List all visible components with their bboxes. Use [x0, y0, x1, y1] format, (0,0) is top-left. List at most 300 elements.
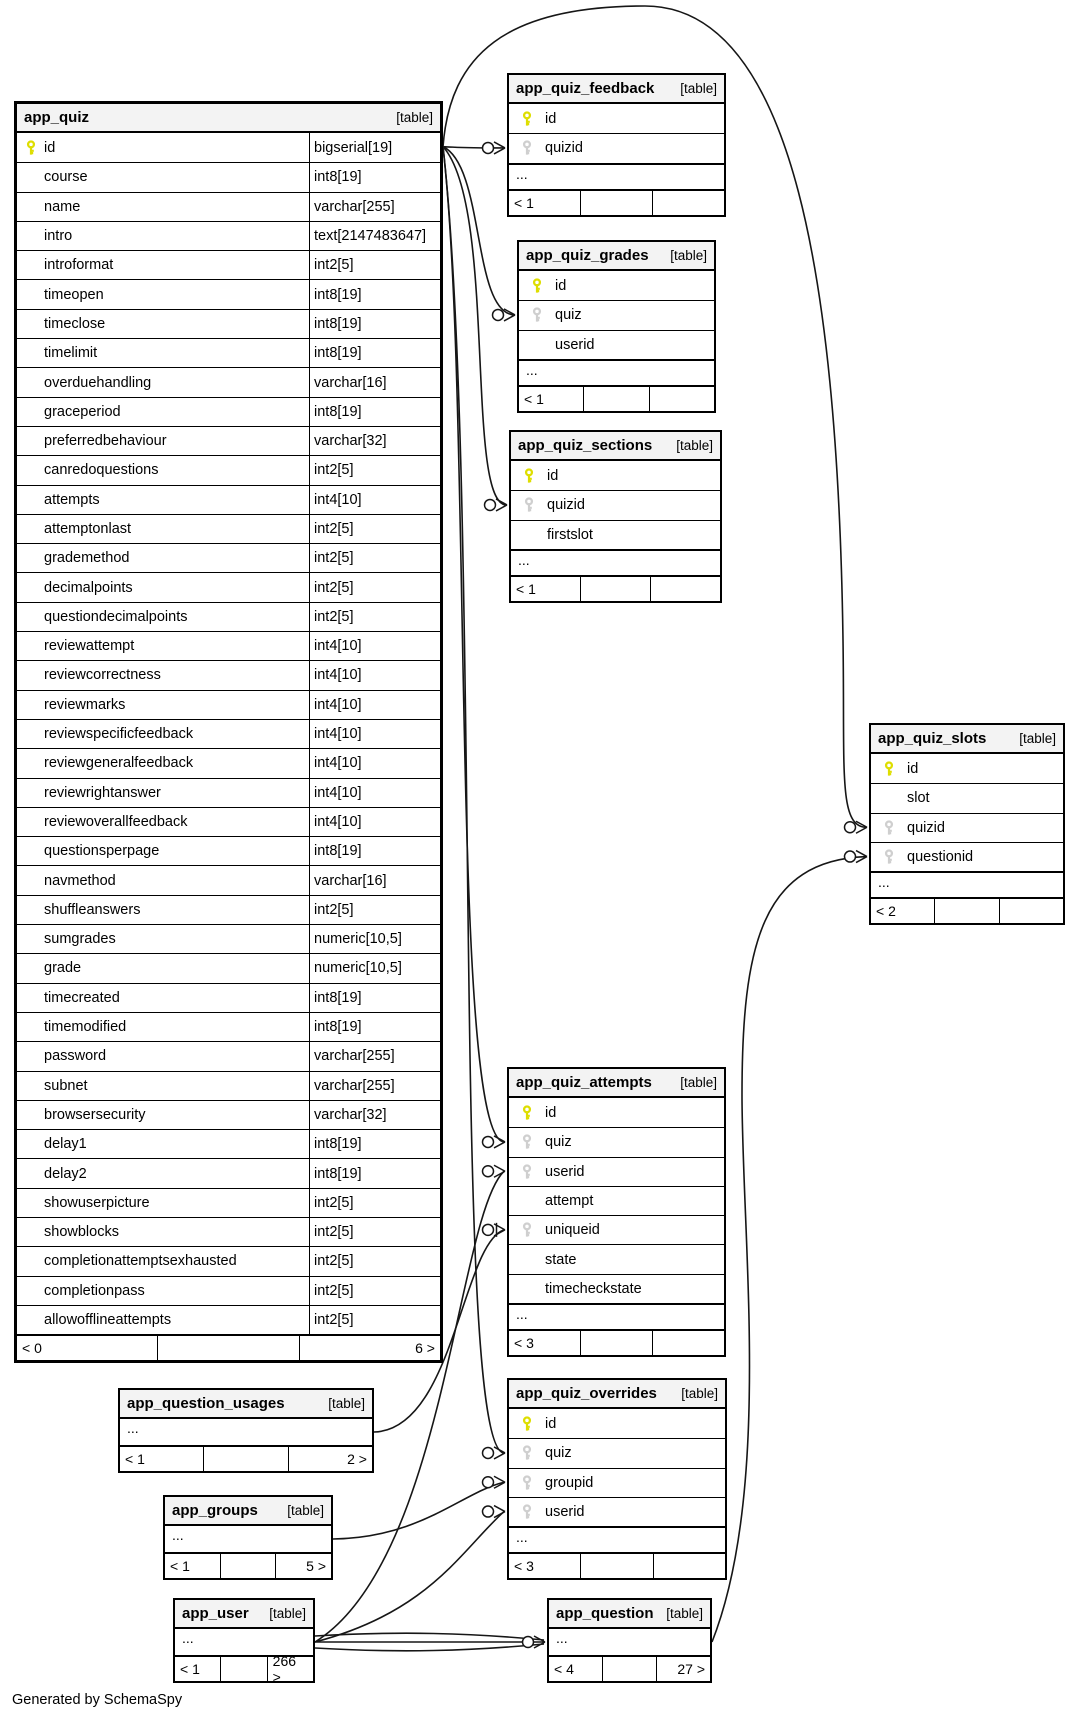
- more-columns-ellipsis: ...: [172, 1527, 184, 1543]
- column-row-id: [871, 754, 1063, 783]
- column-row-name: [17, 192, 440, 221]
- column-row-uniqueid: [509, 1215, 724, 1244]
- column-type: int2[5]: [309, 1218, 440, 1246]
- footer-parents-count: [649, 387, 714, 411]
- column-row-attempts: [17, 485, 440, 514]
- table-tag: [table]: [328, 1396, 365, 1411]
- column-name: id: [547, 467, 559, 484]
- column-row-quizid: [509, 133, 724, 162]
- table-tag: [table]: [1019, 731, 1056, 746]
- more-columns-ellipsis: ...: [871, 871, 1063, 897]
- column-row-intro: [17, 221, 440, 250]
- column-name: timeopen: [44, 286, 104, 303]
- table-name: app_question: [556, 1605, 654, 1622]
- column-name: showuserpicture: [44, 1194, 150, 1211]
- column-row-id: [509, 1409, 725, 1438]
- footer-children-count: < 3: [514, 1335, 534, 1352]
- column-name: canredoquestions: [44, 462, 159, 479]
- zero-circle-marker: [485, 499, 496, 510]
- foreign-key-icon: [509, 1475, 545, 1491]
- column-name: userid: [545, 1163, 585, 1180]
- table-header[interactable]: [165, 1497, 331, 1526]
- column-row-attemptonlast: [17, 514, 440, 543]
- edge-app_quiz.id-to-app_quiz_feedback.quizid: [443, 147, 504, 148]
- column-name: timeclose: [44, 315, 106, 332]
- column-type: numeric[10,5]: [309, 954, 440, 982]
- table-app_quiz_grades[interactable]: [517, 240, 716, 413]
- column-name: quizid: [547, 497, 585, 514]
- column-name: graceperiod: [44, 403, 121, 420]
- table-header[interactable]: [17, 104, 440, 133]
- footer-mid-cell: [580, 1554, 652, 1578]
- column-name: id: [545, 110, 557, 127]
- column-name: firstslot: [547, 526, 593, 543]
- column-type: int4[10]: [309, 720, 440, 748]
- footer-parents-count: [650, 577, 720, 601]
- column-name: quizid: [907, 819, 945, 836]
- primary-key-icon: [17, 140, 44, 156]
- column-type: int8[19]: [309, 837, 440, 865]
- column-row-firstslot: [511, 520, 720, 549]
- footer-parents-count: 6 >: [299, 1336, 440, 1360]
- column-name: browsersecurity: [44, 1106, 146, 1123]
- primary-key-icon: [511, 468, 547, 484]
- column-row-questiondecimalpoints: [17, 602, 440, 631]
- column-name: allowofflineattempts: [44, 1312, 172, 1329]
- column-type: int2[5]: [309, 1189, 440, 1217]
- footer-children-count: < 1: [514, 194, 534, 211]
- more-columns-ellipsis: ...: [127, 1420, 139, 1436]
- foreign-key-icon: [511, 497, 547, 513]
- footer-parents-count: 5 >: [275, 1554, 331, 1578]
- column-name: reviewmarks: [44, 696, 126, 713]
- zero-circle-marker: [523, 1637, 534, 1648]
- column-name: groupid: [545, 1474, 594, 1491]
- zero-circle-marker: [483, 1506, 494, 1517]
- column-name: quiz: [555, 307, 582, 324]
- column-type: int4[10]: [309, 632, 440, 660]
- zero-circle-marker: [483, 1447, 494, 1458]
- column-name: timecreated: [44, 989, 120, 1006]
- column-row-completionattemptsexhausted: [17, 1246, 440, 1275]
- column-row-grademethod: [17, 543, 440, 572]
- column-name: userid: [555, 336, 595, 353]
- footer-mid-cell: [580, 191, 652, 215]
- column-name: subnet: [44, 1077, 88, 1094]
- column-type: int4[10]: [309, 779, 440, 807]
- table-app_quiz_slots[interactable]: [869, 723, 1065, 925]
- column-name: id: [545, 1415, 557, 1432]
- table-header[interactable]: [509, 1069, 724, 1098]
- column-name: id: [545, 1104, 557, 1121]
- column-row-graceperiod: [17, 397, 440, 426]
- primary-key-icon: [519, 278, 555, 294]
- table-header[interactable]: [519, 242, 714, 271]
- column-type: int8[19]: [309, 398, 440, 426]
- column-row-reviewoverallfeedback: [17, 807, 440, 836]
- column-name: quiz: [545, 1445, 572, 1462]
- column-name: sumgrades: [44, 931, 116, 948]
- table-name: app_quiz_sections: [518, 437, 653, 454]
- table-header[interactable]: [509, 75, 724, 104]
- column-row-delay2: [17, 1158, 440, 1187]
- column-name: reviewrightanswer: [44, 784, 161, 801]
- column-name: questionid: [907, 849, 974, 866]
- column-type: int8[19]: [309, 280, 440, 308]
- column-type: varchar[255]: [309, 1042, 440, 1070]
- column-row-quizid: [871, 813, 1063, 842]
- footer-children-count: < 4: [554, 1661, 574, 1677]
- column-name: reviewattempt: [44, 638, 135, 655]
- column-row-reviewcorrectness: [17, 660, 440, 689]
- column-name: slot: [907, 790, 930, 807]
- column-type: bigserial[19]: [309, 133, 440, 162]
- column-name: attempts: [44, 491, 100, 508]
- table-app_quiz_sections[interactable]: [509, 430, 722, 603]
- table-footer: [519, 385, 714, 411]
- column-row-browsersecurity: [17, 1100, 440, 1129]
- column-type: int8[19]: [309, 984, 440, 1012]
- table-tag: [table]: [680, 1075, 717, 1090]
- foreign-key-icon: [509, 1504, 545, 1520]
- column-type: int2[5]: [309, 1306, 440, 1334]
- table-tag: [table]: [396, 110, 433, 125]
- column-row-password: [17, 1041, 440, 1070]
- column-type: int4[10]: [309, 691, 440, 719]
- primary-key-icon: [509, 111, 545, 127]
- foreign-key-icon: [509, 1445, 545, 1461]
- table-app_quiz_overrides[interactable]: [507, 1378, 727, 1580]
- column-row-showuserpicture: [17, 1188, 440, 1217]
- column-row-slot: [871, 783, 1063, 812]
- table-header[interactable]: [549, 1600, 710, 1629]
- edge-app_user-to-app_question: [315, 1644, 544, 1651]
- table-footer: [509, 1552, 725, 1578]
- column-name: password: [44, 1048, 107, 1065]
- table-app_question[interactable]: [547, 1598, 712, 1683]
- column-type: int4[10]: [309, 661, 440, 689]
- column-row-preferredbehaviour: [17, 426, 440, 455]
- column-type: varchar[255]: [309, 193, 440, 221]
- column-type: int2[5]: [309, 603, 440, 631]
- footer-parents-count: [652, 191, 724, 215]
- zero-circle-marker: [483, 1224, 494, 1235]
- column-name: name: [44, 198, 81, 215]
- footer-children-count: < 1: [180, 1661, 200, 1677]
- column-name: id: [555, 277, 567, 294]
- column-type: int2[5]: [309, 515, 440, 543]
- column-type: int8[19]: [309, 339, 440, 367]
- table-tag: [table]: [676, 438, 713, 453]
- table-footer: [509, 1329, 724, 1355]
- column-row-timeopen: [17, 279, 440, 308]
- column-name: reviewoverallfeedback: [44, 813, 188, 830]
- column-row-reviewgeneralfeedback: [17, 748, 440, 777]
- column-type: int8[19]: [309, 310, 440, 338]
- zero-circle-marker: [483, 1166, 494, 1177]
- table-tag: [table]: [670, 248, 707, 263]
- more-columns-ellipsis: ...: [511, 549, 720, 575]
- table-footer: [175, 1653, 313, 1685]
- more-columns-ellipsis: ...: [509, 163, 724, 189]
- column-name: id: [44, 139, 56, 156]
- table-tag: [table]: [269, 1606, 306, 1621]
- table-footer: [549, 1655, 710, 1681]
- column-name: delay1: [44, 1136, 87, 1153]
- more-columns-ellipsis: ...: [509, 1303, 724, 1329]
- column-name: grade: [44, 960, 82, 977]
- column-name: decimalpoints: [44, 579, 133, 596]
- table-header[interactable]: [871, 725, 1063, 754]
- footer-mid-cell: [203, 1447, 287, 1471]
- column-row-userid: [509, 1497, 725, 1526]
- primary-key-icon: [509, 1416, 545, 1432]
- column-type: int4[10]: [309, 749, 440, 777]
- column-row-userid: [519, 330, 714, 359]
- edge-app_quiz.id-to-app_quiz_overrides.quiz: [443, 147, 504, 1453]
- column-type: varchar[16]: [309, 866, 440, 894]
- table-app_quiz_feedback[interactable]: [507, 73, 726, 217]
- more-columns-ellipsis: ...: [182, 1630, 194, 1646]
- foreign-key-icon: [871, 849, 907, 865]
- column-type: int2[5]: [309, 251, 440, 279]
- table-app_question_usages[interactable]: [118, 1388, 374, 1473]
- column-name: overduehandling: [44, 374, 152, 391]
- column-type: int2[5]: [309, 896, 440, 924]
- footer-parents-count: 27 >: [656, 1657, 710, 1681]
- column-row-quiz: [509, 1438, 725, 1467]
- edge-app_user-to-app_question: [315, 1633, 544, 1640]
- footer-parents-count: [999, 899, 1063, 923]
- table-name: app_question_usages: [127, 1395, 285, 1412]
- column-row-timeclose: [17, 309, 440, 338]
- column-name: quiz: [545, 1134, 572, 1151]
- column-row-shuffleanswers: [17, 895, 440, 924]
- footer-mid-cell: [220, 1657, 266, 1681]
- column-row-id: [509, 104, 724, 133]
- column-type: int4[10]: [309, 808, 440, 836]
- table-name: app_user: [182, 1605, 249, 1622]
- column-row-reviewrightanswer: [17, 778, 440, 807]
- column-row-navmethod: [17, 865, 440, 894]
- zero-circle-marker: [845, 851, 856, 862]
- column-row-quiz: [509, 1127, 724, 1156]
- column-row-timelimit: [17, 338, 440, 367]
- column-row-questionsperpage: [17, 836, 440, 865]
- column-name: delay2: [44, 1165, 87, 1182]
- column-type: int2[5]: [309, 456, 440, 484]
- more-columns-ellipsis: ...: [556, 1630, 568, 1646]
- generator-note: Generated by SchemaSpy: [12, 1692, 183, 1708]
- column-row-state: [509, 1244, 724, 1273]
- footer-children-count: < 2: [876, 903, 896, 920]
- column-row-timecreated: [17, 983, 440, 1012]
- footer-children-count: < 1: [524, 390, 544, 407]
- column-row-reviewattempt: [17, 631, 440, 660]
- table-header[interactable]: [511, 432, 720, 461]
- column-type: varchar[255]: [309, 1072, 440, 1100]
- column-row-sumgrades: [17, 924, 440, 953]
- column-name: shuffleanswers: [44, 901, 141, 918]
- table-footer: [17, 1334, 440, 1360]
- zero-circle-marker: [845, 822, 856, 833]
- footer-mid-cell: [157, 1336, 298, 1360]
- column-row-grade: [17, 953, 440, 982]
- column-name: attempt: [545, 1193, 594, 1210]
- table-header[interactable]: [509, 1380, 725, 1409]
- table-app_groups[interactable]: [163, 1495, 333, 1580]
- table-name: app_quiz_attempts: [516, 1074, 652, 1091]
- foreign-key-icon: [509, 1164, 545, 1180]
- column-type: text[2147483647]: [309, 222, 440, 250]
- table-footer: [509, 189, 724, 215]
- table-name: app_quiz_feedback: [516, 80, 655, 97]
- column-type: int2[5]: [309, 1247, 440, 1275]
- table-tag: [table]: [287, 1503, 324, 1518]
- footer-parents-count: 266 >: [267, 1657, 313, 1681]
- column-row-timemodified: [17, 1012, 440, 1041]
- footer-children-count: < 1: [125, 1451, 145, 1467]
- footer-mid-cell: [220, 1554, 276, 1578]
- column-row-id: [17, 133, 440, 162]
- column-name: completionpass: [44, 1282, 145, 1299]
- column-type: int8[19]: [309, 1159, 440, 1187]
- column-row-quizid: [511, 490, 720, 519]
- zero-circle-marker: [483, 1477, 494, 1488]
- table-tag: [table]: [666, 1606, 703, 1621]
- footer-parents-count: 2 >: [288, 1447, 372, 1471]
- footer-parents-count: [652, 1331, 724, 1355]
- column-name: userid: [545, 1504, 585, 1521]
- column-row-timecheckstate: [509, 1274, 724, 1303]
- footer-mid-cell: [580, 1331, 652, 1355]
- column-row-subnet: [17, 1071, 440, 1100]
- zero-circle-marker: [483, 142, 494, 153]
- table-app_quiz[interactable]: [14, 101, 443, 1363]
- zero-circle-marker: [483, 1136, 494, 1147]
- column-type: numeric[10,5]: [309, 925, 440, 953]
- column-row-groupid: [509, 1468, 725, 1497]
- column-name: questionsperpage: [44, 843, 160, 860]
- column-name: introformat: [44, 257, 114, 274]
- edge-app_question-to-app_quiz_slots.questionid: [712, 857, 866, 1642]
- column-name: timecheckstate: [545, 1280, 642, 1297]
- table-app_quiz_attempts[interactable]: [507, 1067, 726, 1357]
- footer-mid-cell: [934, 899, 998, 923]
- footer-children-count: < 1: [170, 1558, 190, 1574]
- column-row-reviewspecificfeedback: [17, 719, 440, 748]
- column-type: int2[5]: [309, 544, 440, 572]
- column-type: int2[5]: [309, 1277, 440, 1305]
- edge-app_groups-to-app_quiz_overrides.groupid: [333, 1482, 504, 1539]
- column-name: uniqueid: [545, 1222, 600, 1239]
- table-footer: [511, 575, 720, 601]
- table-footer: [871, 897, 1063, 923]
- column-row-reviewmarks: [17, 690, 440, 719]
- column-name: attemptonlast: [44, 521, 132, 537]
- column-row-attempt: [509, 1186, 724, 1215]
- foreign-key-icon: [509, 1134, 545, 1150]
- column-type: int8[19]: [309, 163, 440, 191]
- column-type: int2[5]: [309, 573, 440, 601]
- column-type: varchar[32]: [309, 427, 440, 455]
- column-name: showblocks: [44, 1224, 119, 1241]
- column-row-canredoquestions: [17, 455, 440, 484]
- column-name: state: [545, 1251, 577, 1268]
- column-name: navmethod: [44, 872, 116, 889]
- column-name: grademethod: [44, 550, 130, 567]
- column-name: reviewcorrectness: [44, 667, 161, 684]
- more-columns-ellipsis: ...: [519, 359, 714, 385]
- edge-app_quiz.id-to-app_quiz_sections.quizid: [443, 147, 506, 505]
- more-columns-ellipsis: ...: [509, 1526, 725, 1552]
- table-name: app_groups: [172, 1502, 258, 1519]
- table-app_user[interactable]: [173, 1598, 315, 1683]
- column-type: varchar[32]: [309, 1101, 440, 1129]
- column-name: quizid: [545, 140, 583, 157]
- edge-app_user-to-app_quiz_overrides.userid: [315, 1512, 504, 1642]
- column-type: int4[10]: [309, 486, 440, 514]
- table-header[interactable]: [175, 1600, 313, 1629]
- footer-children-count: < 3: [514, 1558, 534, 1575]
- table-name: app_quiz_slots: [878, 730, 987, 747]
- column-name: questiondecimalpoints: [44, 608, 188, 625]
- footer-mid-cell: [583, 387, 648, 411]
- footer-mid-cell: [602, 1657, 656, 1681]
- column-row-questionid: [871, 842, 1063, 871]
- primary-key-icon: [509, 1105, 545, 1121]
- primary-key-icon: [871, 761, 907, 777]
- table-name: app_quiz_overrides: [516, 1385, 657, 1402]
- column-name: reviewgeneralfeedback: [44, 755, 194, 772]
- column-name: intro: [44, 228, 73, 245]
- foreign-key-icon: [509, 140, 545, 156]
- column-row-userid: [509, 1157, 724, 1186]
- column-name: timelimit: [44, 345, 98, 362]
- footer-mid-cell: [580, 577, 650, 601]
- zero-circle-marker: [493, 309, 504, 320]
- column-row-id: [509, 1098, 724, 1127]
- column-row-id: [511, 461, 720, 490]
- column-row-completionpass: [17, 1276, 440, 1305]
- footer-children-count: < 0: [22, 1340, 42, 1357]
- column-row-course: [17, 162, 440, 191]
- column-name: preferredbehaviour: [44, 433, 167, 450]
- column-name: id: [907, 760, 919, 777]
- column-name: completionattemptsexhausted: [44, 1253, 237, 1270]
- column-row-decimalpoints: [17, 572, 440, 601]
- footer-children-count: < 1: [516, 580, 536, 597]
- column-name: course: [44, 169, 88, 186]
- column-row-introformat: [17, 250, 440, 279]
- table-header[interactable]: [120, 1390, 372, 1419]
- column-row-overduehandling: [17, 367, 440, 396]
- column-row-quiz: [519, 300, 714, 329]
- column-type: varchar[16]: [309, 368, 440, 396]
- column-row-id: [519, 271, 714, 300]
- footer-parents-count: [653, 1554, 725, 1578]
- table-tag: [table]: [680, 81, 717, 96]
- column-type: int8[19]: [309, 1013, 440, 1041]
- column-type: int8[19]: [309, 1130, 440, 1158]
- column-name: reviewspecificfeedback: [44, 726, 194, 743]
- table-name: app_quiz_grades: [526, 247, 649, 264]
- table-footer: [120, 1445, 372, 1471]
- foreign-key-icon: [871, 820, 907, 836]
- column-row-allowofflineattempts: [17, 1305, 440, 1334]
- foreign-key-icon: [519, 307, 555, 323]
- table-footer: [165, 1552, 331, 1578]
